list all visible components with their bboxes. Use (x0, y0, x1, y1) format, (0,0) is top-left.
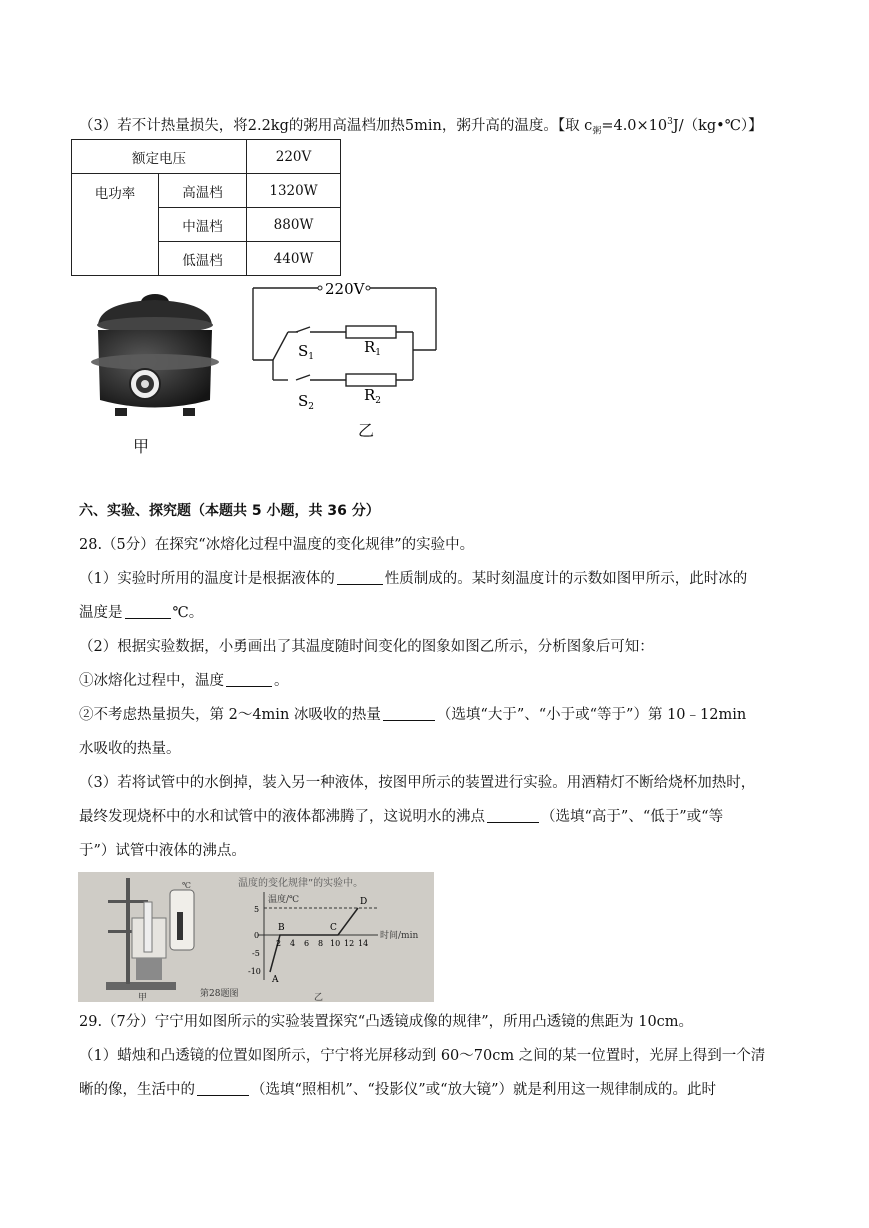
power-level: 高温档 (159, 174, 247, 208)
svg-text:12: 12 (344, 939, 355, 948)
svg-text:8: 8 (318, 939, 324, 948)
power-level: 中温档 (159, 208, 247, 242)
q28-part2-2-line1: ②不考虑热量损失，第 2～4min 冰吸收的热量 （选填“大于”、“小于或“等于”）第 10﹣12min (79, 707, 747, 723)
circuit-diagram (248, 280, 443, 415)
svg-text:B: B (278, 923, 285, 933)
q28-part1-line2: 温度是 ℃。 (79, 605, 204, 621)
photo-caption-jia: 甲 (138, 993, 148, 1002)
svg-text:A: A (272, 975, 279, 985)
answer-blank[interactable] (197, 1081, 249, 1096)
q27-part3-text: （3）若不计热量损失，将2.2kg的粥用高温档加热5min，粥升高的温度。【取 $c_粥=4.0\times 10^3J/(kg•℃)$】 (79, 117, 763, 137)
power-label: 电功率 (72, 174, 159, 276)
answer-blank[interactable] (226, 672, 272, 687)
q29-stem: 29.（7分）宁宁用如图所示的实验装置探究“凸透镜成像的规律”，所用凸透镜的焦距为 10cm。 (79, 1014, 694, 1030)
q29-part1-line1: （1）蜡烛和凸透镜的位置如图所示，宁宁将光屏移动到 60～70cm 之间的某一位置时，光屏上得到一个清 (79, 1048, 766, 1064)
answer-blank[interactable] (125, 604, 171, 619)
spec-table (71, 139, 341, 276)
q28-part3-line2: 最终发现烧杯中的水和试管中的液体都沸腾了，这说明水的沸点 （选填“高于”、“低于”或“等 (79, 809, 724, 825)
switch-s2-label: S (298, 392, 309, 410)
svg-text:R1: $R_1$ (364, 338, 382, 358)
resistor-r1-label: R (364, 338, 376, 356)
resistor-r2-label: R (364, 386, 376, 404)
q29-part1-line2: 晰的像，生活中的 （选填“照相机”、“投影仪”或“放大镜”）就是利用这一规律制成的。此时 (79, 1082, 716, 1098)
q28-part2-2-line2: 水吸收的热量。 (79, 741, 181, 757)
svg-text:S1: $S_1$ (298, 342, 315, 362)
section-6-title: 六、实验、探究题（本题共 5 小题，共 36 分） (79, 503, 380, 519)
graph-x-axis-label: 时间/min (380, 931, 419, 941)
photo-caption-yi: 乙 (314, 993, 324, 1002)
answer-blank[interactable] (383, 706, 435, 721)
q28-part2: （2）根据实验数据，小勇画出了其温度随时间变化的图象如图乙所示，分析图象后可知： (79, 639, 654, 655)
svg-text:14: 14 (358, 939, 369, 948)
answer-blank[interactable] (337, 570, 383, 585)
q28-figure-photo (78, 872, 434, 1002)
switch-s1-label: S (298, 342, 309, 360)
answer-blank[interactable] (487, 808, 539, 823)
slow-cooker-photo (80, 290, 220, 425)
svg-text:2: 2 (276, 939, 282, 948)
svg-text:10: 10 (330, 939, 341, 948)
power-value: 1320W (247, 174, 341, 208)
svg-text:D: D (360, 897, 368, 907)
rated-voltage-value: 220V (247, 140, 341, 174)
svg-text:C: C (330, 923, 337, 933)
figure-label-yi: 乙 (358, 421, 375, 440)
svg-text:-5: -5 (252, 949, 260, 958)
q28-part3-line3: 于”）试管中液体的沸点。 (79, 843, 246, 859)
q28-part2-1: ①冰熔化过程中，温度 。 (79, 673, 289, 689)
q28-part1-line1: （1）实验时所用的温度计是根据液体的 性质制成的。某时刻温度计的示数如图甲所示，此时冰的 (79, 571, 748, 587)
svg-text:0: 0 (254, 931, 260, 940)
q28-part3-line1: （3）若将试管中的水倒掉，装入另一种液体，按图甲所示的装置进行实验。用酒精灯不断给烧杯加热时， (79, 775, 756, 791)
circuit-voltage-label: 220V (325, 280, 365, 298)
svg-text:4: 4 (290, 939, 296, 948)
power-value: 880W (247, 208, 341, 242)
svg-text:5: 5 (254, 905, 260, 914)
photo-fig-number: 第28题图 (200, 989, 239, 999)
power-value: 440W (247, 242, 341, 276)
figure-label-jia: 甲 (133, 437, 150, 456)
photo-header-text: 温度的变化规律”的实验中。 (238, 878, 364, 889)
svg-text:S2: $S_2$ (298, 392, 315, 412)
rated-voltage-label: 额定电压 (72, 140, 247, 174)
svg-text:-10: -10 (248, 967, 261, 976)
svg-text:R2: $R_2$ (364, 386, 382, 406)
svg-text:6: 6 (304, 939, 310, 948)
power-level: 低温档 (159, 242, 247, 276)
svg-text:℃: ℃ (182, 881, 191, 890)
q28-stem: 28.（5分）在探究“冰熔化过程中温度的变化规律”的实验中。 (79, 537, 475, 553)
graph-y-axis-label: 温度/℃ (268, 895, 300, 905)
